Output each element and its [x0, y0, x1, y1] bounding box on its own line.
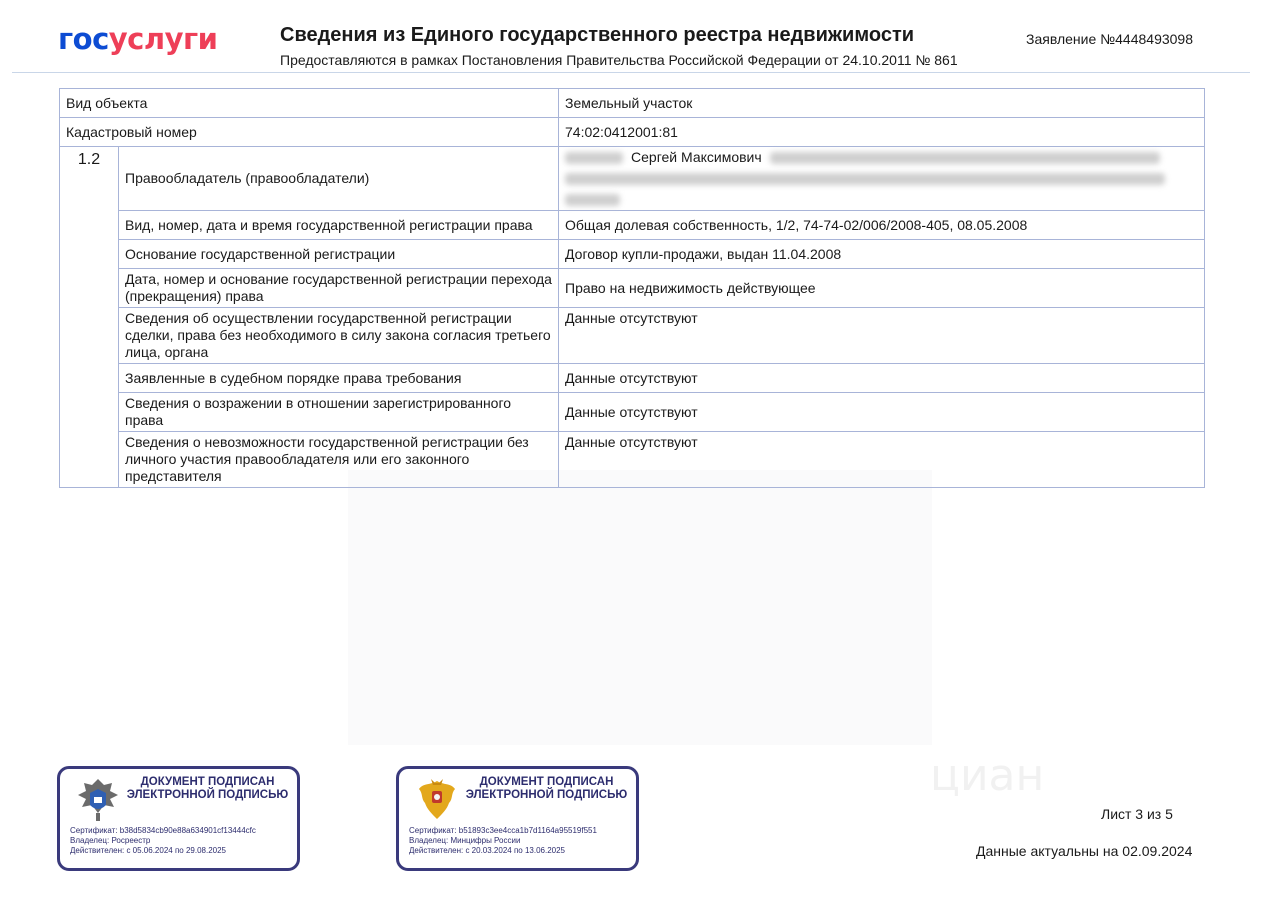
- table-row: [60, 211, 1205, 240]
- row-label: Сведения об осуществлении государственной регистрации сделки, права без необходимого в силу закона согласия третьего лица, органа: [119, 308, 559, 364]
- table-row: [60, 269, 1205, 308]
- table-row: [60, 89, 1205, 118]
- row-label: Основание государственной регистрации: [119, 240, 559, 269]
- table-row: [60, 393, 1205, 432]
- rosreestr-emblem-icon: [74, 775, 122, 825]
- application-number: Заявление №4448493098: [1026, 31, 1194, 47]
- table-row: [60, 364, 1205, 393]
- row-value: Данные отсутствуют: [559, 364, 1205, 393]
- redacted-text: [565, 152, 623, 164]
- section-number: 1.2: [60, 147, 119, 488]
- stamp-title: ДОКУМЕНТ ПОДПИСАН ЭЛЕКТРОННОЙ ПОДПИСЬЮ: [126, 776, 289, 801]
- row-label: Заявленные в судебном порядке права требования: [119, 364, 559, 393]
- watermark-logo: циан: [930, 750, 1045, 801]
- redacted-text: [565, 173, 1165, 185]
- gosuslugi-logo: [58, 22, 217, 56]
- data-actual-date: Данные актуальны на 02.09.2024: [976, 843, 1193, 859]
- owner-label: Правообладатель (правообладатели): [119, 147, 559, 211]
- table-row: [60, 147, 1205, 211]
- stamp-valid: Действителен: с 05.06.2024 по 29.08.2025: [70, 846, 226, 855]
- row-label: Вид, номер, дата и время государственной регистрации права: [119, 211, 559, 240]
- row-label: Дата, номер и основание государственной регистрации перехода (прекращения) права: [119, 269, 559, 308]
- owner-name: Сергей Максимович: [631, 149, 762, 165]
- stamp-owner: Владелец: Минцифры России: [409, 836, 521, 845]
- logo-part-uslugi: услуги: [108, 22, 218, 56]
- coat-of-arms-emblem-icon: [413, 775, 461, 825]
- stamp-certificate: Сертификат: b38d5834cb90e88a634901cf13444cfc: [70, 826, 256, 835]
- sheet-number: Лист 3 из 5: [1101, 806, 1173, 822]
- redacted-text: [770, 152, 1160, 164]
- row-value: Право на недвижимость действующее: [559, 269, 1205, 308]
- stamp-info: [70, 826, 256, 856]
- row-label: Сведения о невозможности государственной регистрации без личного участия правообладателя или его законного представителя: [119, 432, 559, 488]
- stamp-owner: Владелец: Росреестр: [70, 836, 151, 845]
- document-subtitle: Предоставляются в рамках Постановления Правительства Российской Федерации от 24.10.2011 № 861: [280, 52, 958, 68]
- object-type-value: Земельный участок: [559, 89, 1205, 118]
- redacted-text: [565, 194, 620, 206]
- stamp-valid: Действителен: с 20.03.2024 по 13.06.2025: [409, 846, 565, 855]
- document-title: Сведения из Единого государственного реестра недвижимости: [280, 24, 915, 46]
- row-label: Сведения о возражении в отношении зарегистрированного права: [119, 393, 559, 432]
- row-value: Договор купли-продажи, выдан 11.04.2008: [559, 240, 1205, 269]
- cadastral-value: 74:02:0412001:81: [559, 118, 1205, 147]
- stamp-title: ДОКУМЕНТ ПОДПИСАН ЭЛЕКТРОННОЙ ПОДПИСЬЮ: [465, 776, 628, 801]
- table-row: [60, 308, 1205, 364]
- stamp-info: [409, 826, 597, 856]
- registry-table: [59, 88, 1205, 488]
- watermark-area: [348, 470, 932, 745]
- logo-part-gos: гос: [58, 22, 109, 56]
- row-value: Данные отсутствуют: [559, 308, 1205, 364]
- table-row: [60, 432, 1205, 488]
- signature-stamp-rosreestr: [57, 766, 300, 871]
- row-value: Данные отсутствуют: [559, 393, 1205, 432]
- signature-stamp-mintsifry: [396, 766, 639, 871]
- owner-value-cell: [559, 147, 1205, 211]
- row-value: Общая долевая собственность, 1/2, 74-74-02/006/2008-405, 08.05.2008: [559, 211, 1205, 240]
- stamp-certificate: Сертификат: b51893c3ee4cca1b7d1164a95519f551: [409, 826, 597, 835]
- object-type-label: Вид объекта: [60, 89, 559, 118]
- table-row: [60, 240, 1205, 269]
- table-row: [60, 118, 1205, 147]
- header-divider: [12, 72, 1250, 73]
- cadastral-label: Кадастровый номер: [60, 118, 559, 147]
- row-value: Данные отсутствуют: [559, 432, 1205, 488]
